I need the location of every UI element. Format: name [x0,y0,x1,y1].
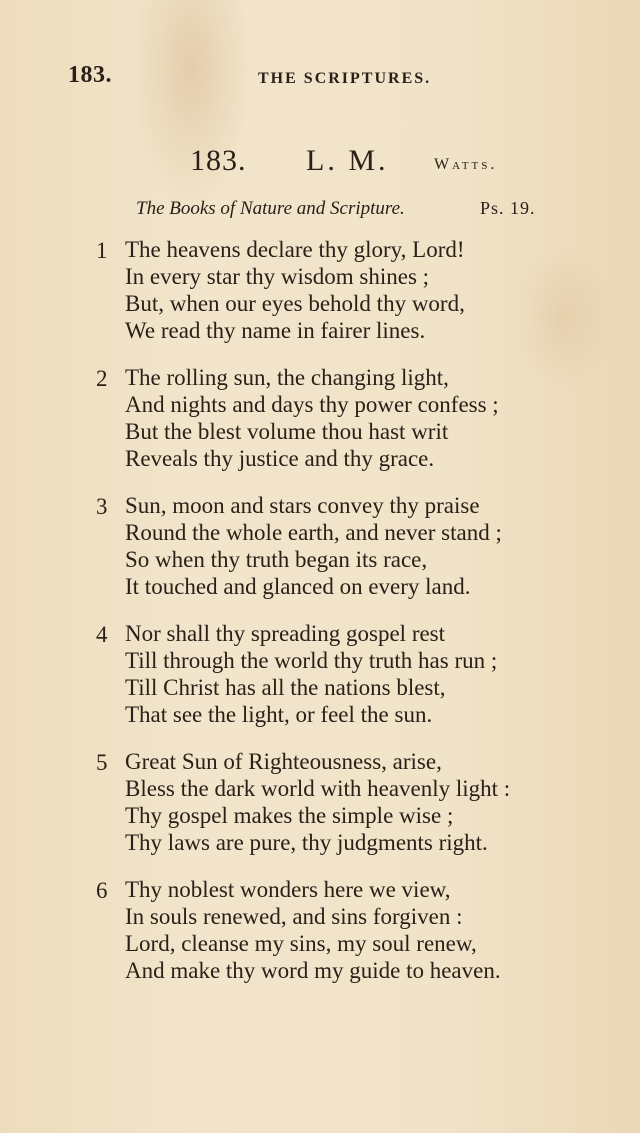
verse-line: Sun, moon and stars convey thy praise [125,493,480,518]
hymn-subject: The Books of Nature and Scripture. [136,198,405,219]
page-number: 183. [68,62,112,88]
stanza-number: 1 [96,238,108,263]
verse-line: Bless the dark world with heavenly light : [125,776,511,801]
running-head [68,62,568,92]
hymn-author: Watts. [434,156,498,173]
verse-line: In every star thy wisdom shines ; [125,264,430,289]
verse-line: Round the whole earth, and never stand ; [125,520,502,545]
verse-line: So when thy truth began its race, [125,547,428,572]
verse-line: And make thy word my guide to heaven. [125,958,501,983]
verse-line: Till through the world thy truth has run ; [125,648,498,673]
running-title: THE SCRIPTURES. [258,70,432,87]
verse-line: Thy laws are pure, thy judgments right. [125,830,488,855]
hymn-header [190,144,590,184]
scripture-reference: Ps. 19. [480,198,536,218]
hymn-meter: L. M. [306,144,389,177]
verse-line: Thy noblest wonders here we view, [125,877,451,902]
stanza-number: 2 [96,366,108,391]
verse-line: We read thy name in fairer lines. [125,318,426,343]
verse-line: But, when our eyes behold thy word, [125,291,465,316]
verse-line: The rolling sun, the changing light, [125,365,449,390]
verse-line: Great Sun of Righteousness, arise, [125,749,442,774]
verse-line: And nights and days thy power confess ; [125,392,499,417]
stanza-number: 3 [96,494,108,519]
verse-line: Lord, cleanse my sins, my soul renew, [125,931,477,956]
verse-line: The heavens declare thy glory, Lord! [125,237,465,262]
verse-line: In souls renewed, and sins forgiven : [125,904,463,929]
verse-line: Till Christ has all the nations blest, [125,675,446,700]
subject-line [136,198,576,224]
verse-line: Nor shall thy spreading gospel rest [125,621,446,646]
stanza-number: 5 [96,750,108,775]
verse-line: It touched and glanced on every land. [125,574,471,599]
stanza-number: 6 [96,878,108,903]
stanza-number: 4 [96,622,108,647]
verse-line: But the blest volume thou hast writ [125,419,449,444]
verse-line: That see the light, or feel the sun. [125,702,433,727]
verse-line: Reveals thy justice and thy grace. [125,446,435,471]
verse-line: Thy gospel makes the simple wise ; [125,803,454,828]
hymn-number: 183. [190,144,247,177]
